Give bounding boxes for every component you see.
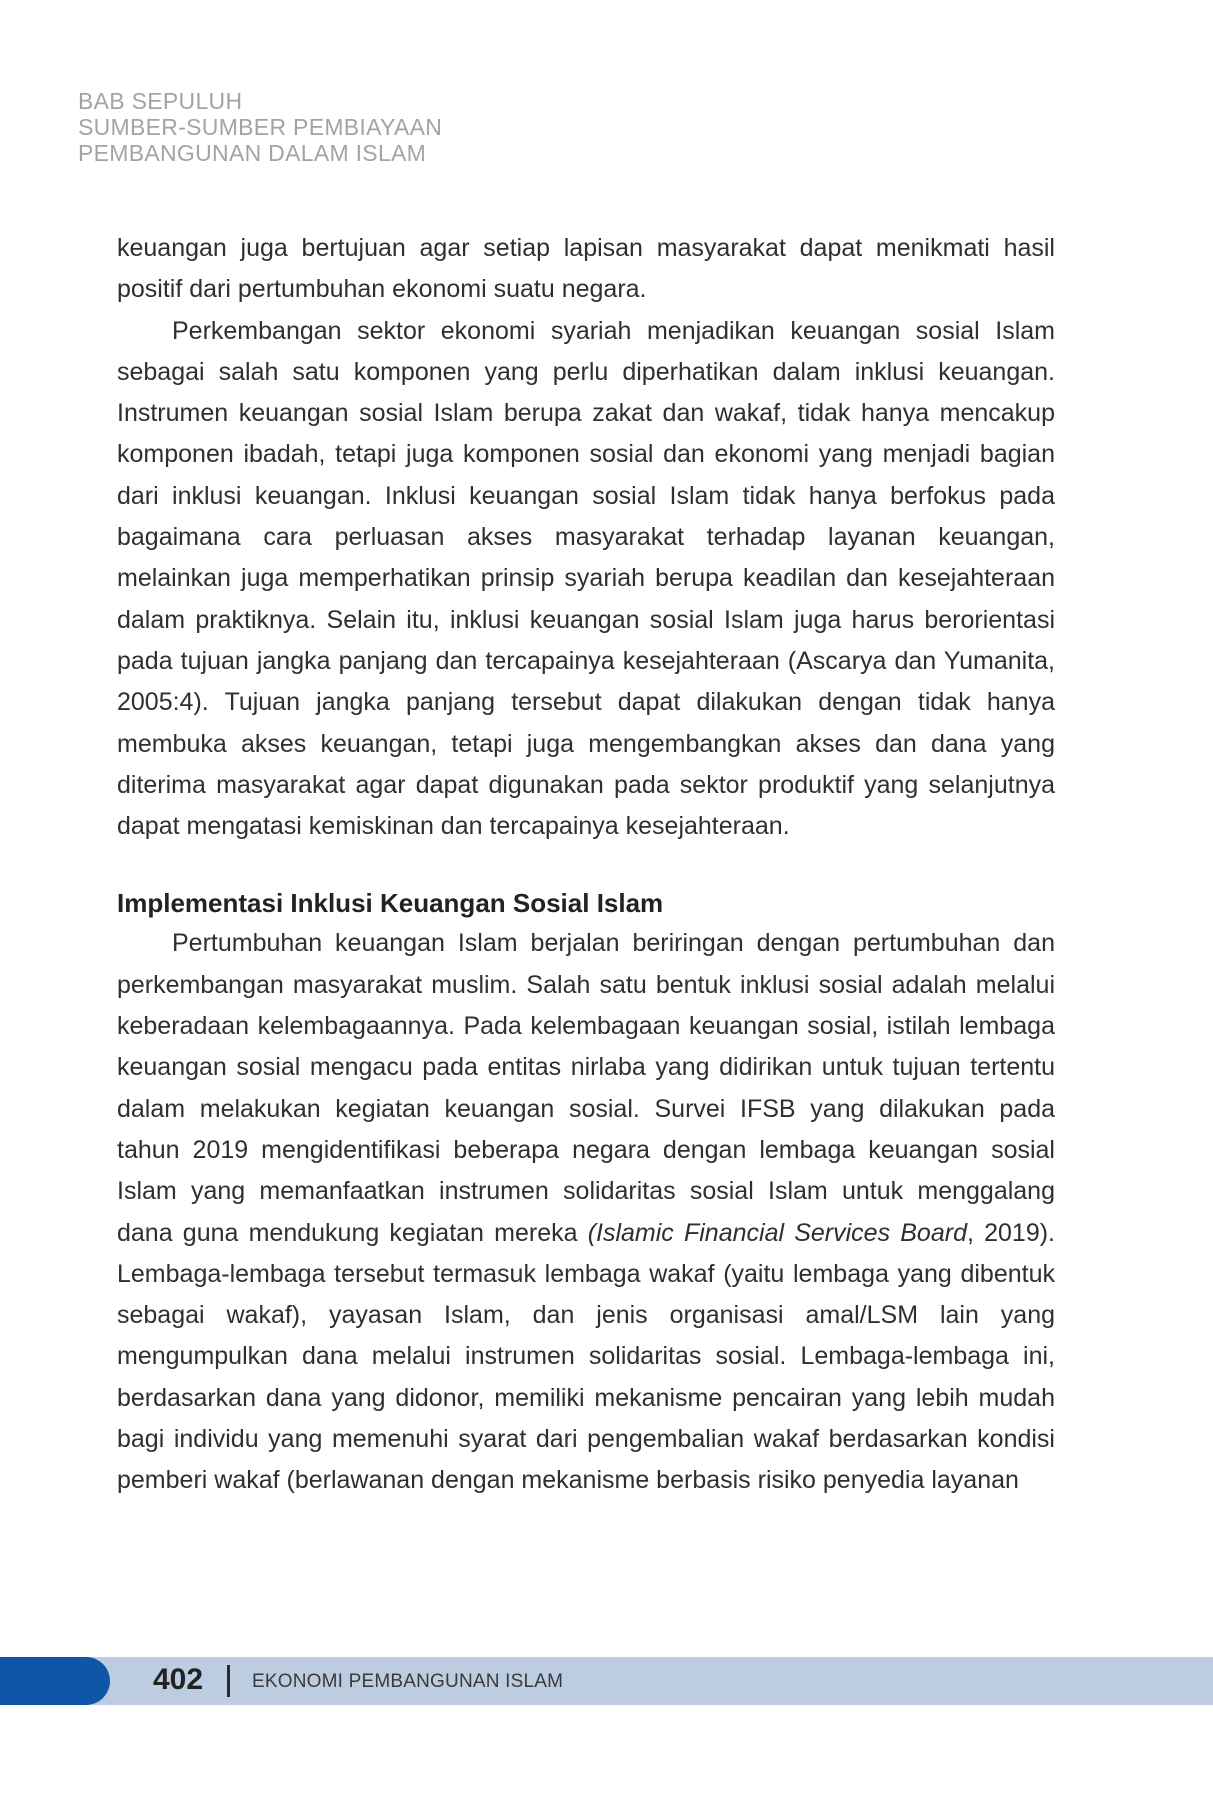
citation-italic: (Islamic Financial Services Board xyxy=(587,1218,967,1247)
chapter-header xyxy=(78,88,442,166)
footer-tab xyxy=(0,1657,110,1705)
chapter-title-line-2: PEMBANGUNAN DALAM ISLAM xyxy=(78,140,427,166)
paragraph-3-text-end: , 2019). Lembaga-lembaga tersebut termasuk lembaga wakaf (yaitu lembaga yang dibentuk sebagai wakaf), yayasan Islam, dan jenis organisasi amal/LSM lain yang mengumpulkan dana melalui instrumen solidaritas sosial. Lembaga-lembaga ini, berdasarkan dana yang didonor, memiliki mekanisme pencairan yang lebih mudah bagi individu yang memenuhi syarat dari pengembalian wakaf berdasarkan kondisi pemberi wakaf (berlawanan dengan mekanisme berbasis risiko penyedia layanan xyxy=(117,1218,1056,1495)
page-footer xyxy=(0,1657,1213,1705)
page-number: 402 xyxy=(153,1663,204,1696)
chapter-title-line-1: SUMBER-SUMBER PEMBIAYAAN xyxy=(78,114,443,140)
body-paragraph-1: keuangan juga bertujuan agar setiap lapisan masyarakat dapat menikmati hasil positif dari pertumbuhan ekonomi suatu negara. xyxy=(117,234,1055,304)
paragraph-3-text-start: Pertumbuhan keuangan Islam berjalan beriringan dengan pertumbuhan dan perkembangan masyarakat muslim. Salah satu bentuk inklusi sosial adalah melalui keberadaan kelembagaannya. Pada kelembagaan keuangan sosial, istilah lembaga keuangan sosial mengacu pada entitas nirlaba yang didirikan untuk tujuan tertentu dalam melakukan kegiatan keuangan sosial. Survei IFSB yang dilakukan pada tahun 2019 mengidentifikasi beberapa negara dengan lembaga keuangan sosial Islam yang memanfaatkan instrumen solidaritas sosial Islam untuk menggalang dana guna mendukung kegiatan mereka xyxy=(117,929,1055,1247)
footer-divider xyxy=(227,1665,230,1697)
body-paragraph-2: Perkembangan sektor ekonomi syariah menjadikan keuangan sosial Islam sebagai salah satu komponen yang perlu diperhatikan dalam inklusi keuangan. Instrumen keuangan sosial Islam berupa zakat dan wakaf, tidak hanya mencakup komponen ibadah, tetapi juga komponen sosial dan ekonomi yang menjadi bagian dari inklusi keuangan. Inklusi keuangan sosial Islam tidak hanya berfokus pada bagaimana cara perluasan akses masyarakat terhadap layanan keuangan, melainkan juga memperhatikan prinsip syariah berupa keadilan dan kesejahteraan dalam praktiknya. Selain itu, inklusi keuangan sosial Islam juga harus berorientasi pada tujuan jangka panjang dan tercapainya kesejahteraan (Ascarya dan Yumanita, 2005:4). Tujuan jangka panjang tersebut dapat dilakukan dengan tidak hanya membuka akses keuangan, tetapi juga mengembangkan akses dan dana yang diterima masyarakat agar dapat digunakan pada sektor produktif yang selanjutnya dapat mengatasi kemiskinan dan tercapainya kesejahteraan. xyxy=(117,316,1055,841)
section-heading: Implementasi Inklusi Keuangan Sosial Islam xyxy=(117,888,664,919)
book-title: EKONOMI PEMBANGUNAN ISLAM xyxy=(252,1671,564,1692)
page-body xyxy=(117,228,1055,1502)
body-paragraph-3 xyxy=(117,923,1055,1501)
chapter-number: BAB SEPULUH xyxy=(78,88,243,114)
